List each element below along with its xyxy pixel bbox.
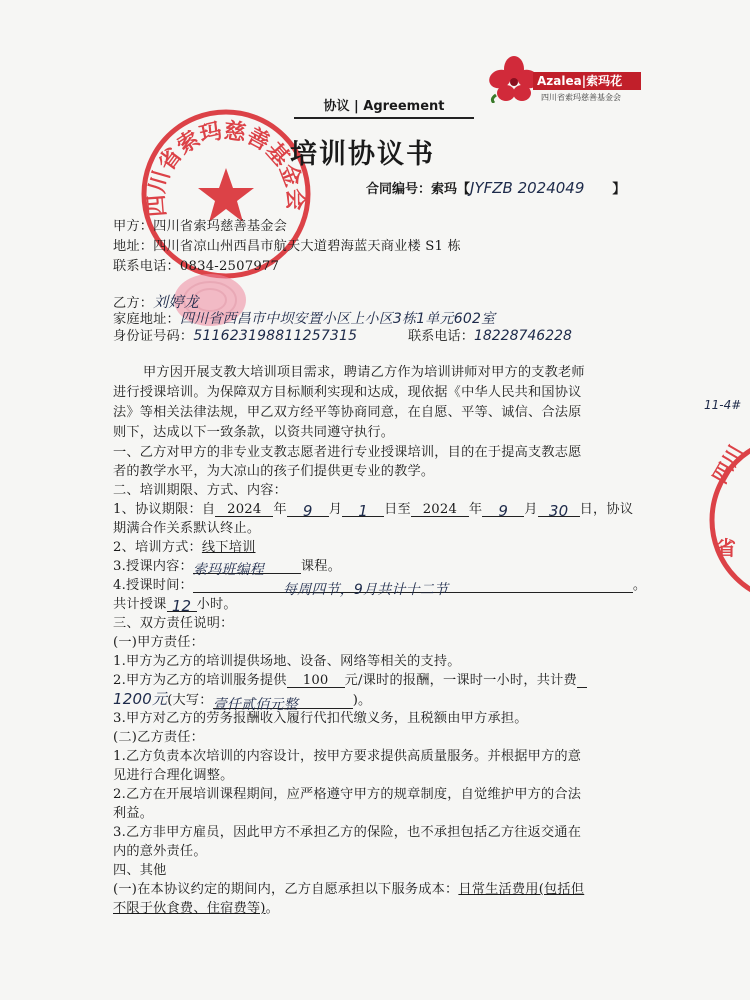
fee-blank bbox=[577, 673, 587, 688]
hours-suffix: 小时。 bbox=[196, 597, 237, 612]
time-value: 每周四节，9月共计十二节 bbox=[193, 579, 633, 593]
section-2-title: 二、培训期限、方式、内容： bbox=[113, 483, 288, 498]
start-month-value: 9 bbox=[287, 502, 329, 517]
section-4-title: 四、其他 bbox=[113, 863, 167, 878]
agreement-label: 协议 | Agreement bbox=[294, 95, 474, 119]
month-char: 月 bbox=[328, 502, 343, 517]
start-day-value: 1 bbox=[342, 502, 384, 517]
day-to-char: 日至 bbox=[384, 502, 411, 517]
fee-caps-end: )。 bbox=[352, 693, 372, 708]
contract-number-value: JYFZB 2024049 bbox=[470, 179, 585, 197]
party-b-id bbox=[113, 325, 357, 344]
party-b-duty-2: 利益。 bbox=[113, 806, 154, 821]
year-char: 年 bbox=[468, 502, 483, 517]
content-suffix: 课程。 bbox=[300, 559, 342, 574]
party-b-id-value: 511623198811257315 bbox=[193, 328, 358, 344]
party-b-address-value: 四川省西昌市中坝安置小区上小区3栋1单元602室 bbox=[179, 311, 496, 327]
agreement-period bbox=[113, 498, 634, 520]
party-a-duty-3: 3.甲方对乙方的劳务报酬收入履行代扣代缴义务，且税额由甲方承担。 bbox=[113, 711, 528, 726]
cost-prefix: (一)在本协议约定的期间内，乙方自愿承担以下服务成本： bbox=[113, 882, 459, 897]
svg-text:四川: 四川 bbox=[707, 440, 749, 488]
end-month-value: 9 bbox=[482, 502, 524, 517]
contract-number-label: 合同编号：索玛【 bbox=[366, 182, 471, 197]
brand-badge: Azalea|索玛花 bbox=[533, 72, 641, 90]
fee-total: 1200元 bbox=[113, 690, 168, 708]
party-a-duty-2 bbox=[113, 669, 587, 688]
method-value: 线下培训 bbox=[201, 540, 256, 555]
party-b-duty-title: (二)乙方责任： bbox=[113, 730, 205, 745]
intro-line: 进行授课培训。为保障双方目标顺利实现和达成，现依据《中华人民共和国协议 bbox=[113, 385, 582, 400]
section-1-line: 者的教学水平，为大凉山的孩子们提供更专业的教学。 bbox=[113, 464, 435, 479]
party-b-id-label: 身份证号码： bbox=[113, 329, 194, 344]
method-label: 2、培训方式： bbox=[113, 540, 202, 555]
party-a-name: 甲方：四川省索玛慈善基金会 bbox=[113, 219, 288, 234]
party-b-address-label: 家庭地址： bbox=[113, 312, 180, 327]
content-label: 3.授课内容： bbox=[113, 559, 193, 574]
hours-label: 共计授课 bbox=[113, 597, 167, 612]
year-char: 年 bbox=[273, 502, 287, 517]
svg-text:省: 省 bbox=[716, 536, 736, 560]
cost-line2: 不限于伙食费、住宿费等) bbox=[113, 901, 266, 916]
party-b-phone bbox=[408, 325, 572, 344]
period-continuation: 期满合作关系默认终止。 bbox=[113, 521, 261, 536]
month-char: 月 bbox=[524, 502, 538, 517]
contract-number bbox=[366, 178, 625, 197]
party-a-duty-1: 1.甲方为乙方的培训提供场地、设备、网络等相关的支持。 bbox=[113, 654, 461, 669]
party-a-duty-title: (一)甲方责任： bbox=[113, 635, 205, 650]
other-cost-line-2 bbox=[113, 897, 279, 916]
time-end: 。 bbox=[632, 578, 647, 593]
time-label: 4.授课时间： bbox=[113, 578, 193, 593]
fee-prefix: 2.甲方为乙方的培训服务提供 bbox=[113, 673, 287, 688]
intro-line: 甲方因开展支教大培训项目需求，聘请乙方作为培训讲师对甲方的支教老师 bbox=[143, 365, 585, 380]
fee-total-line bbox=[113, 688, 372, 713]
other-cost-line bbox=[113, 878, 584, 897]
partial-seal-stamp bbox=[706, 425, 750, 615]
party-a-phone: 联系电话：0834-2507977 bbox=[113, 259, 280, 274]
total-hours bbox=[113, 593, 237, 615]
party-a-address: 地址：四川省凉山州西昌市航天大道碧海蓝天商业楼 S1 栋 bbox=[113, 239, 461, 254]
party-b-duty-1: 见进行合理化调整。 bbox=[113, 768, 234, 783]
party-b-duty-2: 2.乙方在开展培训课程期间，应严格遵守甲方的规章制度，自觉维护甲方的合法 bbox=[113, 787, 582, 802]
fee-rate: 100 bbox=[287, 673, 345, 688]
day-char: 日，协议 bbox=[579, 502, 634, 517]
period-start-year bbox=[215, 502, 273, 517]
fee-caps-label: (大写： bbox=[167, 693, 213, 708]
intro-line: 则下，达成以下一致条款，以资共同遵守执行。 bbox=[113, 425, 395, 440]
end-day-value: 30 bbox=[538, 502, 580, 517]
party-b-phone-label: 联系电话： bbox=[408, 329, 474, 344]
brand-org-name: 四川省索玛慈善基金会 bbox=[541, 93, 621, 102]
start-year-value: 2024 bbox=[227, 502, 262, 517]
party-b-duty-1: 1.乙方负责本次培训的内容设计，按甲方要求提供高质量服务。并根据甲方的意 bbox=[113, 749, 582, 764]
party-b-phone-value: 18228746228 bbox=[473, 328, 572, 344]
content-value: 索玛班编程 bbox=[193, 559, 301, 574]
section-1-line: 一、乙方对甲方的非专业支教志愿者进行专业授课培训，目的在于提高支教志愿 bbox=[113, 445, 582, 460]
fee-mid: 元/课时的报酬，一课时一小时，共计费 bbox=[344, 673, 577, 688]
party-b-name-value: 刘婷龙 bbox=[153, 293, 199, 311]
course-content bbox=[113, 555, 342, 578]
party-b-duty-3: 内的意外责任。 bbox=[113, 844, 207, 859]
cost-underlined: 日常生活费用(包括但 bbox=[458, 882, 585, 897]
training-method bbox=[113, 536, 255, 555]
contract-number-close: 】 bbox=[612, 182, 626, 197]
svg-text:四川省索玛慈善基金会: 四川省索玛慈善基金会 bbox=[144, 118, 308, 218]
cost-end: 。 bbox=[265, 901, 279, 916]
section-3-title: 三、双方责任说明： bbox=[113, 616, 234, 631]
course-time bbox=[113, 574, 647, 598]
party-b-name-label: 乙方： bbox=[113, 296, 154, 311]
fee-caps-value: 壹仟贰佰元整 bbox=[213, 694, 353, 709]
hours-value: 12 bbox=[167, 597, 197, 612]
margin-note: 11-4# bbox=[704, 398, 742, 412]
party-b-duty-3: 3.乙方非甲方雇员，因此甲方不承担乙方的保险，也不承担包括乙方往返交通在 bbox=[113, 825, 582, 840]
intro-line: 法》等相关法律法规，甲乙双方经平等协商同意，在自愿、平等、诚信、合法原 bbox=[113, 405, 582, 420]
period-prefix: 1、协议期限：自 bbox=[113, 502, 216, 517]
end-year-value: 2024 bbox=[411, 502, 469, 517]
document-title: 培训协议书 bbox=[290, 139, 435, 170]
